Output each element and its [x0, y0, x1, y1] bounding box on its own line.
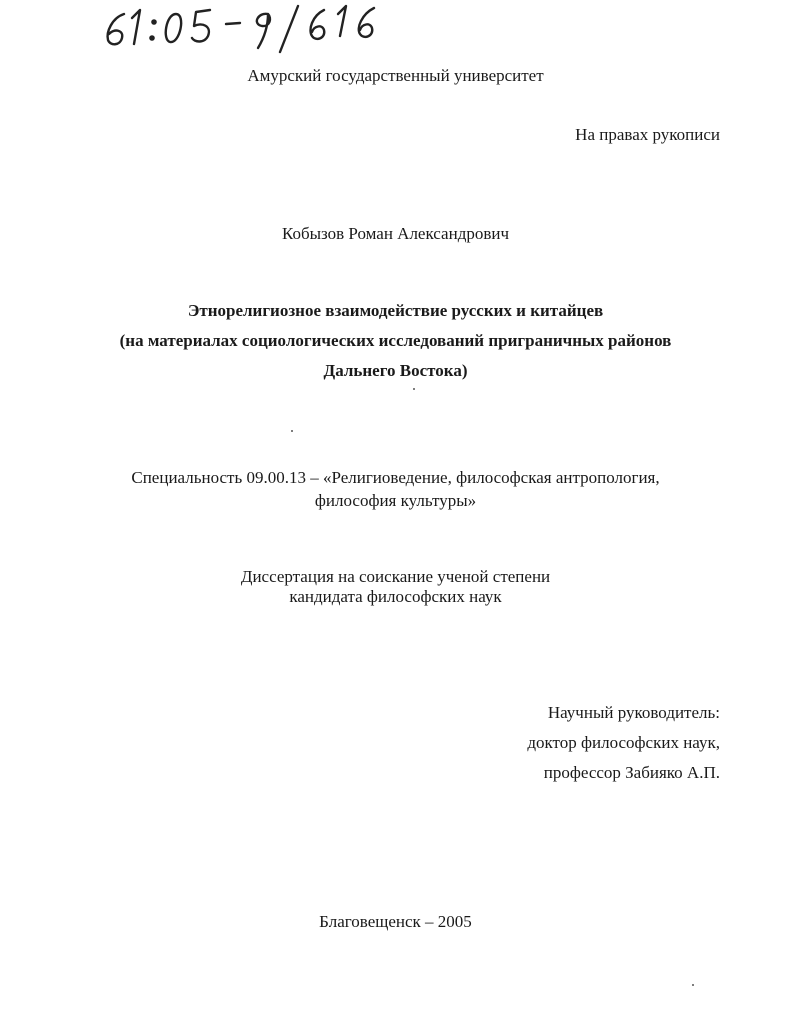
dissertation-title-line-2: (на материалах социологических исследований приграничных районов — [119, 331, 672, 350]
scan-speck — [692, 984, 694, 986]
supervisor-label: Научный руководитель: — [547, 703, 720, 722]
manuscript-rights-note: На правах рукописи — [575, 125, 720, 144]
handwritten-archive-number — [98, 0, 418, 56]
specialty-line-1: Специальность 09.00.13 – «Религиоведение, философская антропология, — [131, 468, 660, 487]
supervisor-name: профессор Забияко А.П. — [543, 763, 720, 782]
university-name: Амурский государственный университет — [247, 66, 544, 85]
scan-speck — [291, 430, 293, 432]
dissertation-degree-line-2: кандидата философских наук — [289, 587, 502, 606]
dissertation-degree-line-1: Диссертация на соискание ученой степени — [240, 567, 551, 586]
scan-speck — [413, 388, 415, 390]
dissertation-title-line-1: Этнорелигиозное взаимодействие русских и китайцев — [187, 301, 604, 320]
author-name: Кобызов Роман Александрович — [281, 224, 510, 243]
place-and-year: Благовещенск – 2005 — [319, 912, 472, 931]
dissertation-title-line-3: Дальнего Востока) — [323, 361, 468, 380]
handwritten-archive-number-drawing — [98, 0, 418, 56]
specialty-line-2: философия культуры» — [314, 491, 477, 510]
supervisor-degree: доктор философских наук, — [527, 733, 720, 752]
